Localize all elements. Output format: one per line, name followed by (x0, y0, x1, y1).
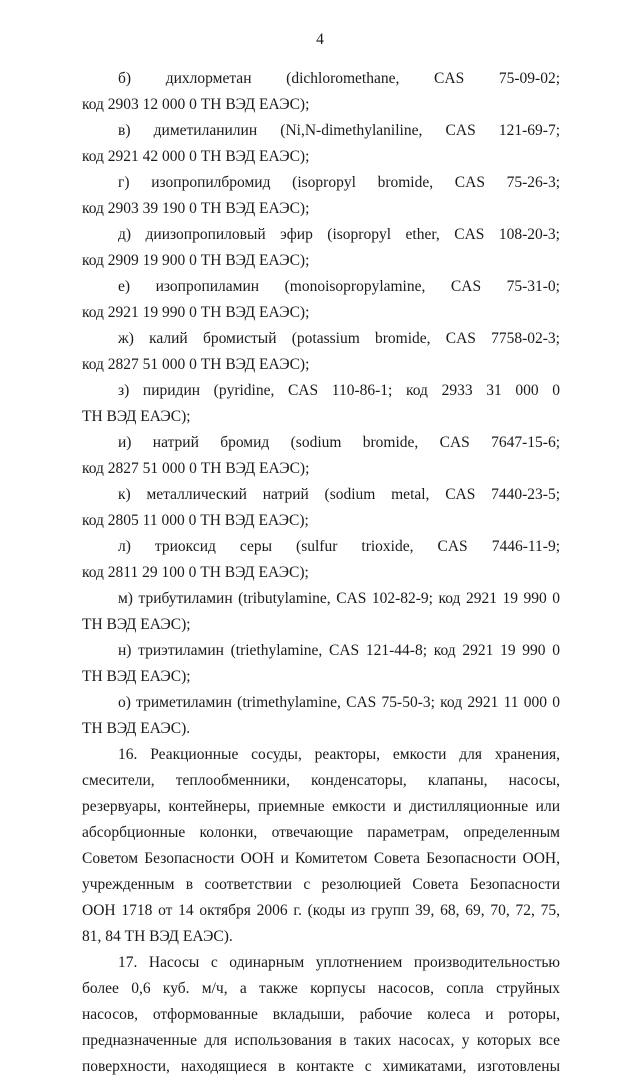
text-line: 17. Насосы с одинарным уплотнением производительностью (118, 954, 560, 971)
text-line: ТН ВЭД ЕАЭС); (82, 616, 191, 633)
text-line: и) натрий бромид (sodium bromide, CAS 7647-15-6; (118, 434, 560, 451)
paragraph (82, 378, 560, 430)
text-line: резервуары, контейнеры, приемные емкости и дистилляционные или (82, 798, 560, 815)
text-line: д) диизопропиловый эфир (isopropyl ether, CAS 108-20-3; (118, 226, 560, 243)
text-line: 81, 84 ТН ВЭД ЕАЭС). (82, 928, 233, 945)
text-line: насосов, отформованные вкладыши, рабочие колеса и роторы, (82, 1006, 560, 1023)
text-line: з) пиридин (pyridine, CAS 110-86-1; код 2933 31 000 0 (118, 382, 560, 399)
text-line: более 0,6 куб. м/ч, а также корпусы насосов, сопла струйных (82, 980, 560, 997)
paragraph (82, 274, 560, 326)
paragraph (82, 66, 560, 118)
text-line: поверхности, находящиеся в контакте с химикатами, изготовлены (82, 1058, 560, 1075)
page-number: 4 (316, 31, 324, 48)
paragraph (82, 534, 560, 586)
text-line: код 2903 12 000 0 ТН ВЭД ЕАЭС); (82, 96, 310, 113)
paragraph (82, 742, 560, 950)
paragraph (82, 222, 560, 274)
text-line: предназначенные для использования в таких насосах, у которых все (82, 1032, 560, 1049)
text-line: б) дихлорметан (dichloromethane, CAS 75-09-02; (118, 70, 560, 87)
text-line: код 2827 51 000 0 ТН ВЭД ЕАЭС); (82, 460, 310, 477)
text-line: ТН ВЭД ЕАЭС); (82, 408, 191, 425)
paragraph (82, 586, 560, 638)
text-line: ТН ВЭД ЕАЭС); (82, 668, 191, 685)
text-line: в) диметиланилин (Ni,N-dimethylaniline, CAS 121-69-7; (118, 122, 560, 139)
text-line: к) металлический натрий (sodium metal, CAS 7440-23-5; (118, 486, 560, 503)
text-line: Советом Безопасности ООН и Комитетом Совета Безопасности ООН, (82, 850, 560, 867)
paragraph (82, 430, 560, 482)
paragraph (82, 170, 560, 222)
text-line: код 2805 11 000 0 ТН ВЭД ЕАЭС); (82, 512, 309, 529)
text-line: код 2909 19 900 0 ТН ВЭД ЕАЭС); (82, 252, 310, 269)
text-line: ООН 1718 от 14 октября 2006 г. (коды из групп 39, 68, 69, 70, 72, 75, (82, 902, 560, 919)
text-line: ж) калий бромистый (potassium bromide, CAS 7758-02-3; (118, 330, 560, 347)
paragraph (82, 690, 560, 742)
paragraph (82, 950, 560, 1080)
paragraph (82, 638, 560, 690)
text-line: о) триметиламин (trimethylamine, CAS 75-50-3; код 2921 11 000 0 (118, 694, 560, 711)
text-line: л) триоксид серы (sulfur trioxide, CAS 7446-11-9; (118, 538, 560, 555)
text-line: 16. Реакционные сосуды, реакторы, емкости для хранения, (118, 746, 560, 763)
text-line: код 2811 29 100 0 ТН ВЭД ЕАЭС); (82, 564, 309, 581)
text-line: м) трибутиламин (tributylamine, CAS 102-82-9; код 2921 19 990 0 (118, 590, 560, 607)
text-line: абсорбционные колонки, отвечающие параметрам, определенным (82, 824, 560, 841)
paragraph (82, 118, 560, 170)
text-line: смесители, теплообменники, конденсаторы, клапаны, насосы, (82, 772, 560, 789)
paragraph (82, 482, 560, 534)
text-line: учрежденным в соответствии с резолюцией Совета Безопасности (82, 876, 560, 893)
text-line: ТН ВЭД ЕАЭС). (82, 720, 191, 737)
text-line: г) изопропилбромид (isopropyl bromide, CAS 75-26-3; (118, 174, 560, 191)
text-line: е) изопропиламин (monoisopropylamine, CAS 75-31-0; (118, 278, 560, 295)
text-line: код 2921 42 000 0 ТН ВЭД ЕАЭС); (82, 148, 310, 165)
text-line: код 2903 39 190 0 ТН ВЭД ЕАЭС); (82, 200, 310, 217)
text-line: код 2921 19 990 0 ТН ВЭД ЕАЭС); (82, 304, 310, 321)
text-line: н) триэтиламин (triethylamine, CAS 121-44-8; код 2921 19 990 0 (118, 642, 560, 659)
text-line: код 2827 51 000 0 ТН ВЭД ЕАЭС); (82, 356, 310, 373)
document-body (82, 66, 560, 1080)
paragraph (82, 326, 560, 378)
